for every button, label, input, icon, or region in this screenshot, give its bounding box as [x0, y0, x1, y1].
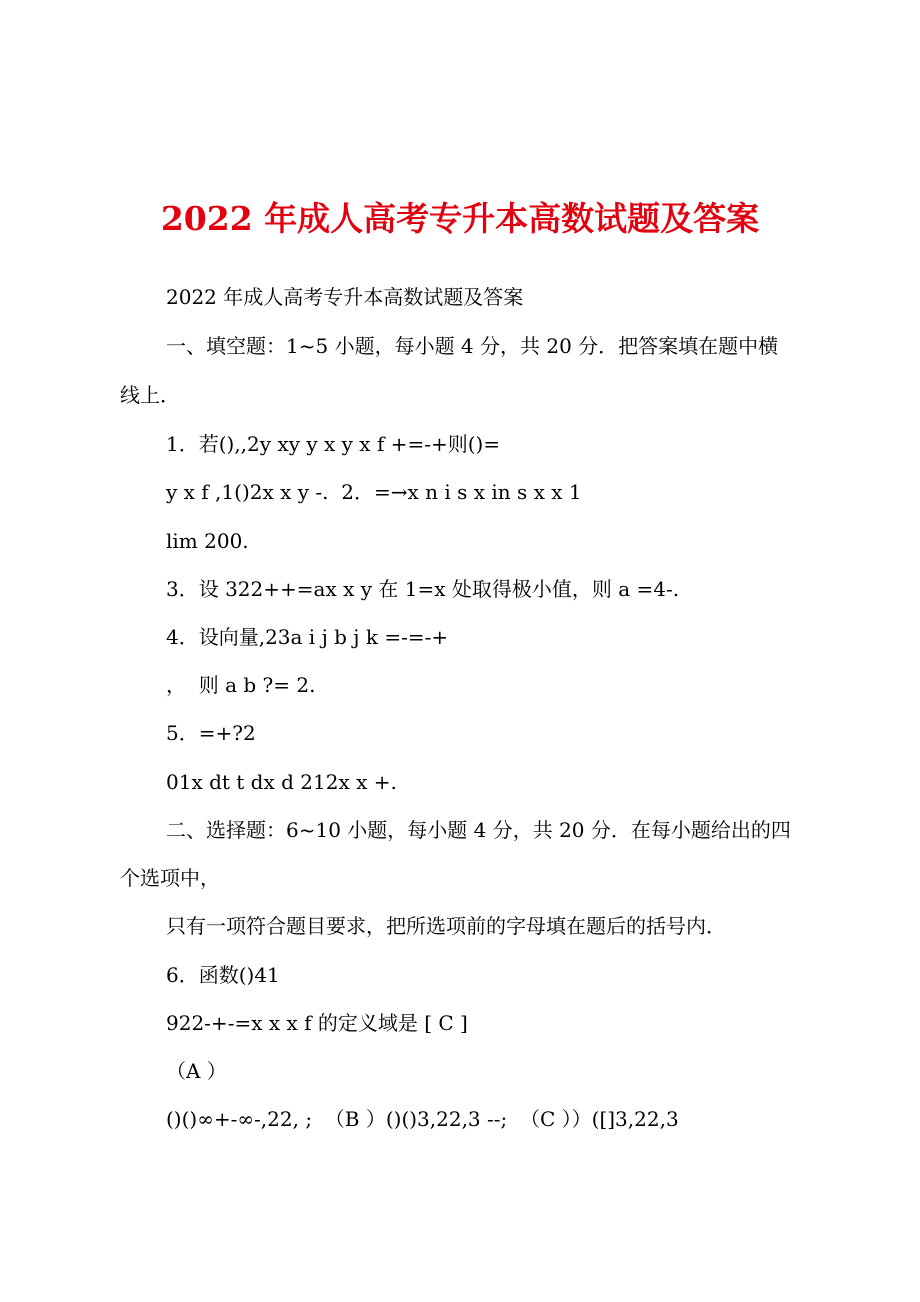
question-1-line-1: 1．若(),,2y xy y x y x f +=-+则()=	[166, 432, 501, 456]
question-4-line-1: 4．设向量,23a i j b j k =-=-+	[166, 625, 449, 649]
question-1-line-2: y x f ,1()2x x y -. 2．=→x n i s x in s x x 1	[166, 480, 582, 504]
option-a-label: （A ）	[166, 1059, 227, 1083]
subtitle-line: 2022 年成人高考专升本高数试题及答案	[166, 285, 524, 309]
question-6-line-1: 6．函数()41	[166, 963, 280, 987]
section-one-heading: 一、填空题：1~5 小题，每小题 4 分，共 20 分．把答案填在题中横	[166, 334, 779, 358]
section-two-instruction: 只有一项符合题目要求，把所选项前的字母填在题后的括号内．	[166, 914, 726, 938]
document-title: 2022 年成人高考专升本高数试题及答案	[160, 199, 760, 238]
question-6-line-2: 922-+-=x x x f 的定义域是 [ C ]	[166, 1011, 468, 1035]
question-4-line-2: ， 则 a b ?= 2.	[166, 673, 316, 697]
question-5-line-1: 5．=+?2	[166, 721, 256, 745]
options-line: ()()∞+-∞-,22, ; （B ）()()3,22,3 --; （C ））([]3,22,3	[166, 1107, 679, 1131]
question-3: 3．设 322++=ax x y 在 1=x 处取得极小值，则 a =4-.	[166, 577, 680, 601]
section-two-heading-cont: 个选项中，	[120, 866, 220, 890]
section-one-heading-cont: 线上．	[120, 383, 180, 407]
question-5-line-2: 01x dt t dx d 212x x +.	[166, 770, 397, 794]
section-two-heading: 二、选择题：6~10 小题，每小题 4 分，共 20 分．在每小题给出的四	[166, 818, 791, 842]
question-2-line-2: lim 200.	[166, 529, 249, 553]
